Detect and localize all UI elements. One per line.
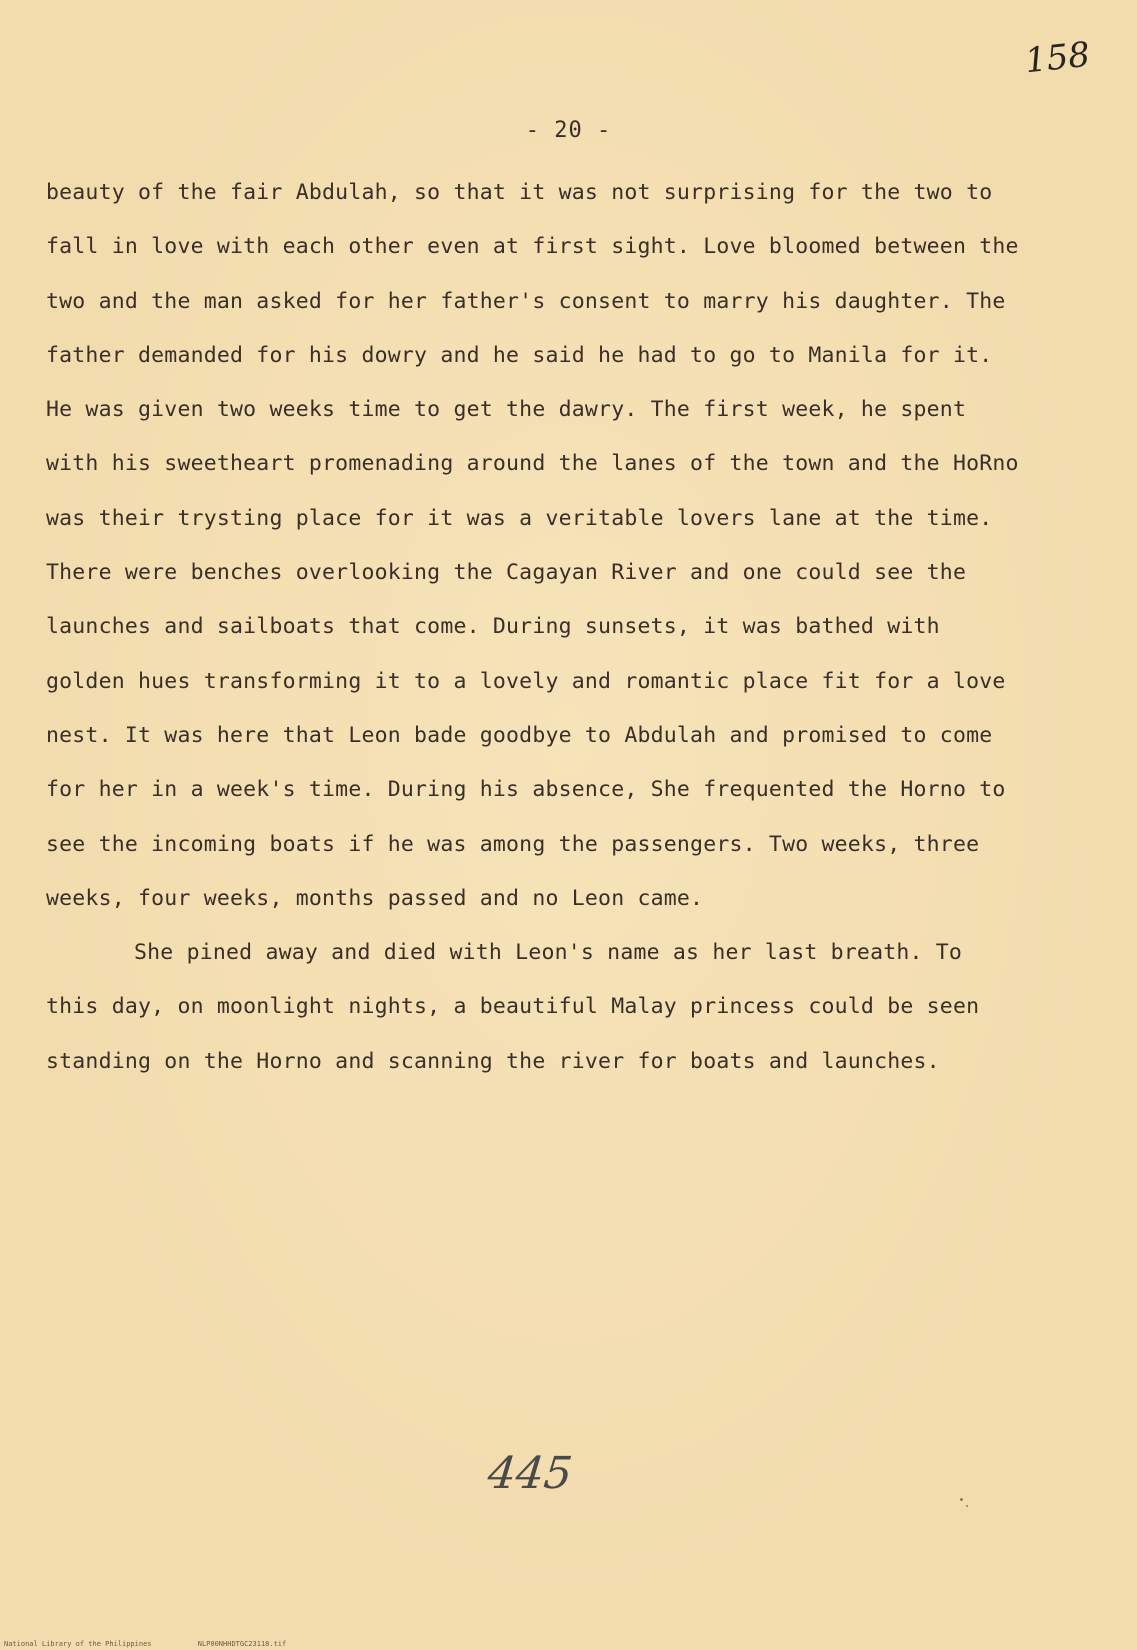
text-line: golden hues transforming it to a lovely and romantic place fit for a love [46, 668, 1006, 694]
ink-speck [960, 1498, 963, 1501]
text-line: She pined away and died with Leon's name as her last breath. To [134, 940, 963, 966]
text-line: see the incoming boats if he was among the passengers. Two weeks, three [46, 831, 980, 857]
scan-footer [4, 1640, 286, 1648]
text-line: nest. It was here that Leon bade goodbye to Abdulah and promised to come [46, 722, 993, 748]
text-line: There were benches overlooking the Cagayan River and one could see the [46, 560, 967, 586]
handwritten-archive-number-text: 445 [485, 1448, 575, 1499]
text-line: standing on the Horno and scanning the river for boats and launches. [46, 1048, 940, 1074]
text-line: with his sweetheart promenading around the lanes of the town and the HoRno [46, 451, 1019, 477]
folio-mark [1007, 28, 1107, 88]
handwritten-archive-number [485, 1448, 608, 1508]
text-line: two and the man asked for her father's consent to marry his daughter. The [46, 288, 1006, 314]
footer-file: NLP00NHHDTGC23118.tif [197, 1640, 287, 1648]
text-line: for her in a week's time. During his absence, She frequented the Horno to [46, 777, 1006, 803]
text-line: weeks, four weeks, months passed and no Leon came. [46, 885, 704, 911]
page-number: - 20 - [525, 118, 612, 143]
body-text [46, 166, 1106, 1089]
ink-speck [966, 1505, 968, 1507]
text-line: was their trysting place for it was a veritable lovers lane at the time. [46, 505, 993, 531]
text-line: father demanded for his dowry and he said he had to go to Manila for it. [46, 342, 993, 368]
text-line: beauty of the fair Abdulah, so that it was not surprising for the two to [46, 180, 993, 205]
text-line: this day, on moonlight nights, a beautiful Malay princess could be seen [46, 994, 980, 1020]
text-line: He was given two weeks time to get the dawry. The first week, he spent [46, 397, 967, 423]
text-line: fall in love with each other even at first sight. Love bloomed between the [46, 234, 1019, 260]
footer-source: National Library of the Philippines [4, 1640, 152, 1648]
text-line: launches and sailboats that come. During sunsets, it was bathed with [46, 614, 940, 640]
folio-mark-text: 158 [1023, 34, 1092, 82]
